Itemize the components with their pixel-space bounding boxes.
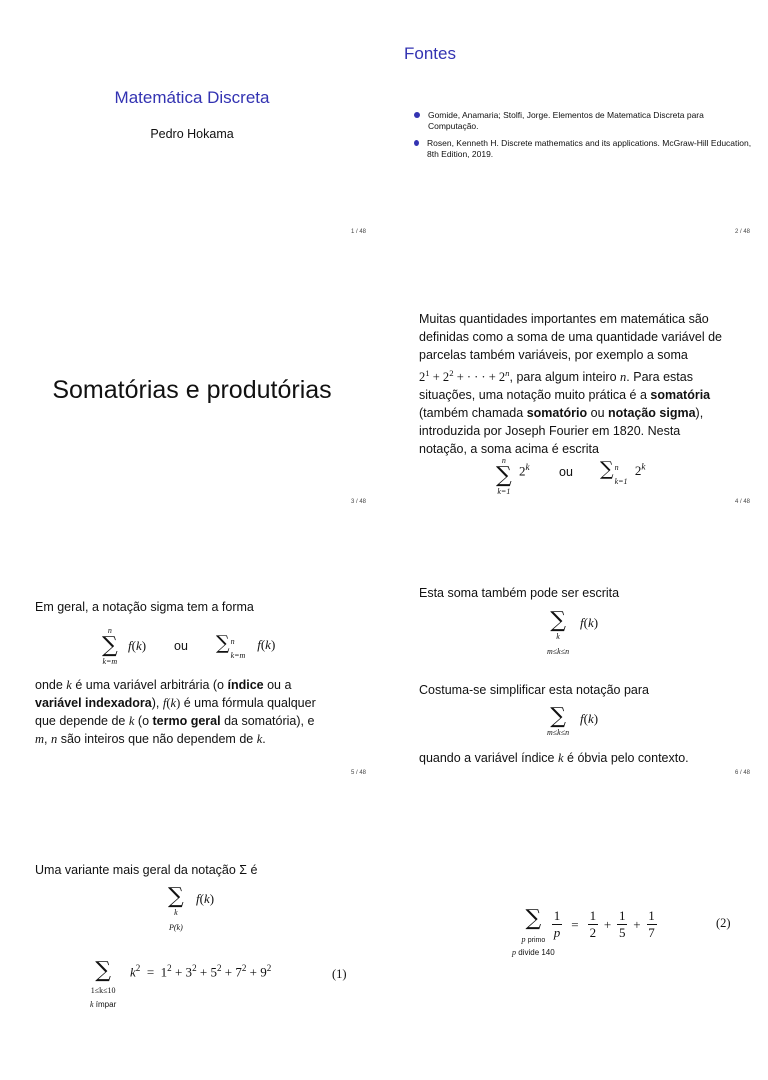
inline-sum: ∑ n k=m f(k) (216, 632, 276, 660)
section-title: Somatórias e produtórias (52, 376, 332, 404)
slide-4-text (419, 310, 759, 458)
text-line: parcelas também variáveis, por exemplo a soma (419, 348, 688, 362)
slide-6-line-1: Esta soma também pode ser escrita (419, 586, 620, 600)
equation-2: $\frac{1}{p}$ = $\frac{1}{2}$ + $\frac{1}{5}$ + $\frac{1}{7}$ (553, 908, 655, 940)
slide-5 (0, 540, 384, 810)
text-line: que depende de k (o termo geral da somatória), e (35, 714, 315, 728)
text-line: onde k é uma variável arbitrária (o índice ou a (35, 678, 292, 692)
slide-2-title: Fontes (404, 44, 456, 63)
sum-term: f(k) (196, 891, 215, 906)
slide-5-text (35, 676, 375, 748)
sum-expression: $2^1 + 2^2$ + · · · + $2^n$ (419, 368, 510, 385)
sum-term: f(k) (580, 711, 599, 726)
or-text: ou (174, 639, 188, 653)
text-line: $2^1 + 2^2$ + · · · + $2^n$, para algum inteiro n. Para estas (419, 368, 693, 385)
page-number: 4 / 48 (734, 499, 750, 505)
slide-2 (384, 0, 768, 270)
page-number: 1 / 48 (350, 229, 366, 235)
reference-item (414, 138, 754, 160)
slide-7 (0, 810, 384, 1080)
slide-1-author: Pedro Hokama (150, 127, 234, 141)
text-line: definidas como a soma de uma quantidade variável de (419, 330, 722, 344)
inline-sum: ∑ n k=1 2$^k$ (600, 458, 646, 486)
page-number: 3 / 48 (350, 499, 366, 505)
sum-term: f(k) (580, 615, 599, 630)
sum-display: n ∑ k=m (102, 626, 118, 666)
slide-6 (384, 540, 768, 810)
reference-item (414, 110, 754, 132)
slide-1-title: Matemática Discreta (114, 88, 270, 107)
sum-term: 2$^k$ (519, 462, 530, 479)
sum-display: ∑ p primo p divide 140 (512, 906, 555, 957)
text-line: notação, a soma acima é escrita (419, 442, 599, 457)
sum-display: ∑ k P(k) (168, 884, 184, 932)
slide-1 (0, 0, 384, 270)
sum-display: ∑ k m≤k≤n (547, 608, 570, 656)
sum-display: ∑ m≤k≤n (547, 704, 570, 737)
slide-5-intro: Em geral, a notação sigma tem a forma (35, 600, 254, 614)
text-line: variável indexadora), f(k) é uma fórmula qualquer (35, 696, 316, 710)
page-number: 5 / 48 (350, 770, 366, 776)
slide-6-line-2: Costuma-se simplificar esta notação para (419, 683, 649, 697)
sum-term: f(k) (128, 638, 147, 653)
slide-6-line-3: quando a variável índice k é óbvia pelo contexto. (419, 751, 689, 765)
equation-number: (1) (332, 967, 347, 981)
slide-3 (0, 270, 384, 540)
text-line: (também chamada somatório ou notação sigma), (419, 406, 704, 421)
page-number: 2 / 48 (734, 229, 750, 235)
sum-display: ∑ 1≤k≤10 k ímpar (90, 958, 117, 1009)
sum-display: n ∑ k=1 (496, 456, 512, 496)
slide-8 (384, 810, 768, 1080)
text-line: introduzida por Joseph Fourier em 1820. Nesta (419, 424, 681, 439)
page-number: 6 / 48 (734, 770, 750, 776)
slide-7-intro: Uma variante mais geral da notação Σ é (35, 863, 258, 877)
equation-number: (2) (716, 916, 731, 930)
text-line: situações, uma notação muito prática é a somatória (419, 388, 711, 403)
reference-text: Gomide, Anamaria; Stolfi, Jorge. Elementos de Matematica Discreta para Computação. (427, 110, 704, 131)
reference-text: Rosen, Kenneth H. Discrete mathematics and its applications. McGraw-Hill Education, 8th Edition, 2019. (427, 138, 752, 159)
text-line: Muitas quantidades importantes em matemática são (419, 312, 709, 326)
bullet-icon (414, 112, 420, 118)
or-text: ou (559, 465, 573, 479)
text-line: m, n são inteiros que não dependem de k. (35, 732, 266, 746)
equation-1: $k^2 = 1^2 + 3^2 + 5^2 + 7^2 + 9^2$ (130, 963, 272, 980)
reference-list (414, 110, 754, 160)
bullet-icon (414, 140, 419, 146)
slide-4 (384, 270, 768, 540)
